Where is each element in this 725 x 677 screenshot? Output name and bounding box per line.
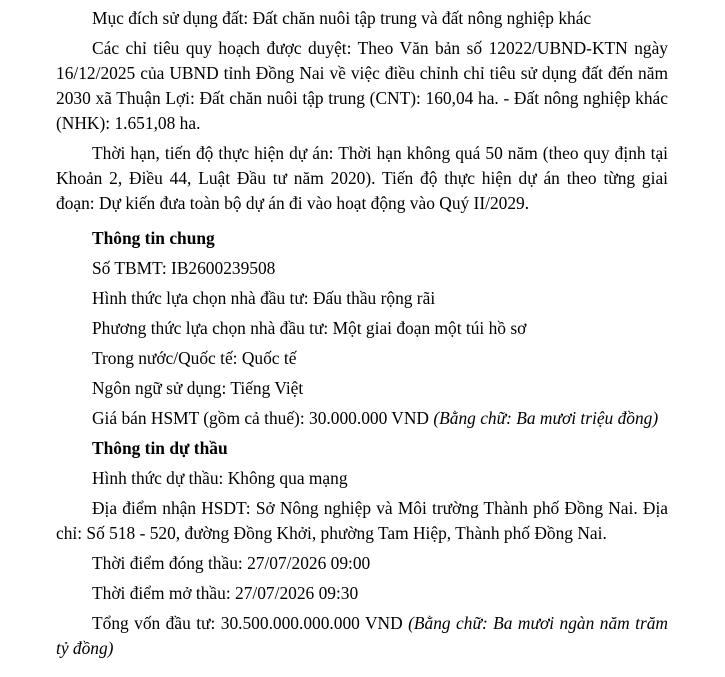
document-price-paragraph <box>56 406 668 431</box>
land-use-purpose-paragraph: Mục đích sử dụng đất: Đất chăn nuôi tập trung và đất nông nghiệp khác <box>92 8 592 28</box>
general-info-heading: Thông tin chung <box>92 228 215 248</box>
project-schedule-paragraph: Thời hạn, tiến độ thực hiện dự án: Thời hạn không quá 50 năm (theo quy định tại Khoản 2, Điều 44, Luật Đầu tư năm 2020). Tiến độ thực hiện dự án theo từng giai đoạn: Dự kiến đưa toàn bộ dự án đi vào hoạt động vào Quý II/2029. <box>56 143 668 213</box>
total-investment-paragraph <box>56 611 668 661</box>
planning-criteria-paragraph: Các chỉ tiêu quy hoạch được duyệt: Theo Văn bản số 12022/UBND-KTN ngày 16/12/2025 của UBND tỉnh Đồng Nai về việc điều chỉnh chỉ tiêu sử dụng đất đến năm 2030 xã Thuận Lợi: Đất chăn nuôi tập trung (CNT): 160,04 ha. - Đất nông nghiệp khác (NHK): 1.651,08 ha. <box>56 38 668 133</box>
selection-method: Phương thức lựa chọn nhà đầu tư: Một giai đoạn một túi hồ sơ <box>92 318 527 338</box>
domestic-international: Trong nước/Quốc tế: Quốc tế <box>92 348 297 368</box>
bid-opening-time: Thời điểm mở thầu: 27/07/2026 09:30 <box>92 583 359 603</box>
bidding-info-heading: Thông tin dự thầu <box>92 438 228 458</box>
selection-form: Hình thức lựa chọn nhà đầu tư: Đấu thầu rộng rãi <box>92 288 436 308</box>
bid-receiving-location: Địa điểm nhận HSDT: Sở Nông nghiệp và Môi trường Thành phố Đồng Nai. Địa chỉ: Số 518 - 520, đường Đồng Khởi, phường Tam Hiệp, Thành phố Đồng Nai. <box>56 498 668 543</box>
document-price-in-words: (Bằng chữ: Ba mươi triệu đồng) <box>433 408 659 428</box>
total-investment-in-words: (Bằng chữ: Ba mươi ngàn năm trăm tỷ đồng) <box>56 613 668 658</box>
tender-notice-number: Số TBMT: IB2600239508 <box>92 258 276 278</box>
document-price-value: Giá bán HSMT (gồm cả thuế): 30.000.000 VND <box>92 408 434 428</box>
bidding-form: Hình thức dự thầu: Không qua mạng <box>92 468 348 488</box>
language-used: Ngôn ngữ sử dụng: Tiếng Việt <box>92 378 304 398</box>
bid-closing-time: Thời điểm đóng thầu: 27/07/2026 09:00 <box>92 553 371 573</box>
total-investment-value: Tổng vốn đầu tư: 30.500.000.000.000 VND <box>92 613 409 633</box>
document-body <box>56 6 668 661</box>
